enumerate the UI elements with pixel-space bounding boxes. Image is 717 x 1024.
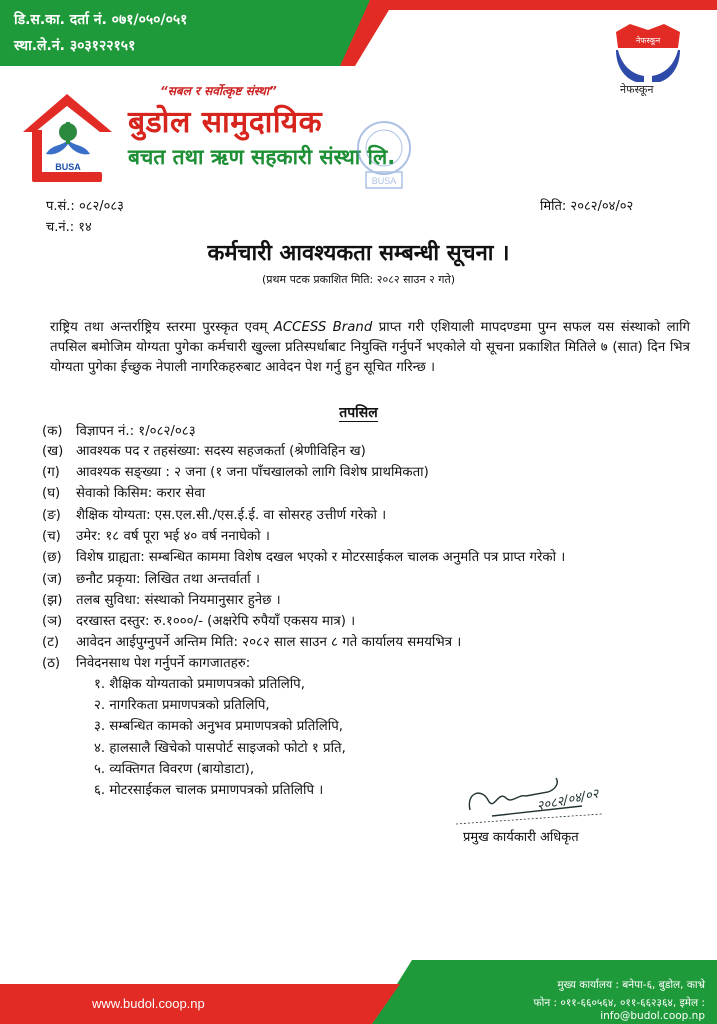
list-item-text: शैक्षिक योग्यता: एस.एल.सी./एस.ई.ई. वा सोसरह उत्तीर्ण गरेको । <box>76 508 387 523</box>
list-item-key: (छ) <box>42 550 62 565</box>
list-item <box>42 611 355 629</box>
list-item-key: (क) <box>42 424 63 439</box>
list-item <box>42 569 260 587</box>
list-item-key: (ख) <box>42 444 64 459</box>
list-item-text: छनौट प्रकृया: लिखित तथा अन्तर्वार्ता । <box>76 572 261 587</box>
list-item-text: दरखास्त दस्तुर: रु.१०००/- (अक्षरेपि रुपैयाँ एकसय मात्र) । <box>76 614 356 629</box>
reference-number: प.सं.: ०८२/०८३ <box>46 199 124 214</box>
list-item-text: उमेर: १८ वर्ष पूरा भई ४० वर्ष ननाघेको । <box>76 529 270 544</box>
list-item-key: (ञ) <box>42 614 63 629</box>
list-item-key: (ज) <box>42 572 63 587</box>
list-item <box>42 441 366 459</box>
document-item: ३. सम्बन्धित कामको अनुभव प्रमाणपत्रको प्रतिलिपि, <box>94 719 343 734</box>
document-item: ६. मोटरसाईकल चालक प्रमाणपत्रको प्रतिलिपि । <box>94 783 324 798</box>
document-item: ५. व्यक्तिगत विवरण (बायोडाटा), <box>94 762 255 777</box>
list-item-key: (च) <box>42 529 61 544</box>
list-item-text: तलब सुविधा: संस्थाको नियमानुसार हुनेछ । <box>76 593 281 608</box>
logo-text: BUSA <box>55 162 81 172</box>
list-item <box>42 421 196 439</box>
list-item-key: (ठ) <box>42 656 61 671</box>
signature-date: २०८२/०४/०२ <box>535 786 601 815</box>
list-item-key: (ट) <box>42 635 60 650</box>
busa-logo-icon <box>20 92 115 187</box>
organization-name: बुडोल सामुदायिक <box>128 105 323 140</box>
list-item <box>42 483 205 501</box>
intro-paragraph <box>50 318 690 378</box>
list-item-key: (झ) <box>42 593 63 608</box>
office-address: मुख्य कार्यालय : बनेपा-६, बुडोल, काभ्रे <box>557 979 705 991</box>
list-item-text: सेवाको किसिम: करार सेवा <box>76 486 206 501</box>
list-item-key: (ङ) <box>42 508 61 523</box>
signatory-title: प्रमुख कार्यकारी अधिकृत <box>463 830 579 845</box>
document-item: ४. हालसालै खिचेको पासपोर्ट साइजको फोटो १ प्रति, <box>94 741 346 756</box>
list-item-text: विज्ञापन नं.: १/०८२/०८३ <box>76 424 196 439</box>
list-item <box>42 526 270 544</box>
list-item-text: आवेदन आईपुग्नुपर्ने अन्तिम मिति: २०८२ साल साउन ८ गते कार्यालय समयभित्र । <box>76 635 462 650</box>
partner-logo-text: नेफस्कून <box>635 36 661 45</box>
list-item <box>42 462 429 480</box>
intro-text-1: राष्ट्रिय तथा अन्तर्राष्ट्रिय स्तरमा पुरस्कृत एवम् <box>50 320 268 335</box>
document-item: २. नागरिकता प्रमाणपत्रको प्रतिलिपि, <box>94 698 270 713</box>
website-link[interactable]: www.budol.coop.np <box>92 996 205 1011</box>
notice-date: मिति: २०८२/०४/०२ <box>540 199 634 214</box>
section-title: तपसिल <box>339 405 378 421</box>
organization-subtitle: बचत तथा ऋण सहकारी संस्था लि. <box>128 145 396 169</box>
document-item: १. शैक्षिक योग्यताको प्रमाणपत्रको प्रतिलिपि, <box>94 677 305 692</box>
brand-name: ACCESS Brand <box>273 320 373 335</box>
list-item-text: आवश्यक पद र तहसंख्या: सदस्य सहजकर्ता (श्रेणीविहिन ख) <box>76 444 366 459</box>
dispatch-number: च.नं.: १४ <box>46 220 92 235</box>
list-item-key: (ग) <box>42 465 60 480</box>
stamp-watermark-icon <box>352 118 416 192</box>
list-item <box>42 590 281 608</box>
list-item-text: विशेष ग्राह्यता: सम्बन्धित काममा विशेष दखल भएको र मोटरसाईकल चालक अनुमति पत्र प्राप्त गरेको । <box>76 550 566 565</box>
notice-subtitle: (प्रथम पटक प्रकाशित मिति: २०८२ साउन २ गते) <box>261 273 456 286</box>
local-registration-number: स्था.ले.नं. ३०३१२२१५१ <box>14 38 136 54</box>
intro-text-2: प्राप्त गरी एशियाली मापदण्डमा पुग्न सफल यस संस्थाको लागि तपसिल बमोजिम योग्यता पुगेका कर्मचारी खुल्ला प्रतिस्पर्धाबाट नियुक्ति गर्नुपर्ने भएकोले यो सूचना प्रकाशित मितिले ७ (सात) दिन भित्र योग्यता पुगेका ईच्छुक नेपाली नागरिकहरुबाट आवेदन पेश गर्नु हुन सूचित गरिन्छ । <box>50 320 690 375</box>
list-item <box>42 632 461 650</box>
list-item <box>42 653 250 671</box>
list-item-key: (घ) <box>42 486 61 501</box>
list-item-text: निवेदनसाथ पेश गर्नुपर्ने कागजातहरु: <box>76 656 251 671</box>
list-item-text: आवश्यक सङ्ख्या : २ जना (१ जना पाँचखालको लागि विशेष प्राथमिकता) <box>76 465 429 480</box>
list-item <box>42 547 565 565</box>
tagline: “सबल र सर्वोत्कृष्ट संस्था” <box>160 84 277 98</box>
stamp-text: BUSA <box>371 176 397 186</box>
contact-info: फोन : ०११-६६०५६४, ०११-६६२३६४, इमेल : info@budol.coop.np <box>533 997 705 1022</box>
notice-title: कर्मचारी आवश्यकता सम्बन्धी सूचना । <box>207 241 510 266</box>
partner-label: नेफस्कून <box>620 83 654 96</box>
registration-number: डि.स.का. दर्ता नं. ०७१/०५०/०५१ <box>14 12 188 28</box>
list-item <box>42 505 386 523</box>
